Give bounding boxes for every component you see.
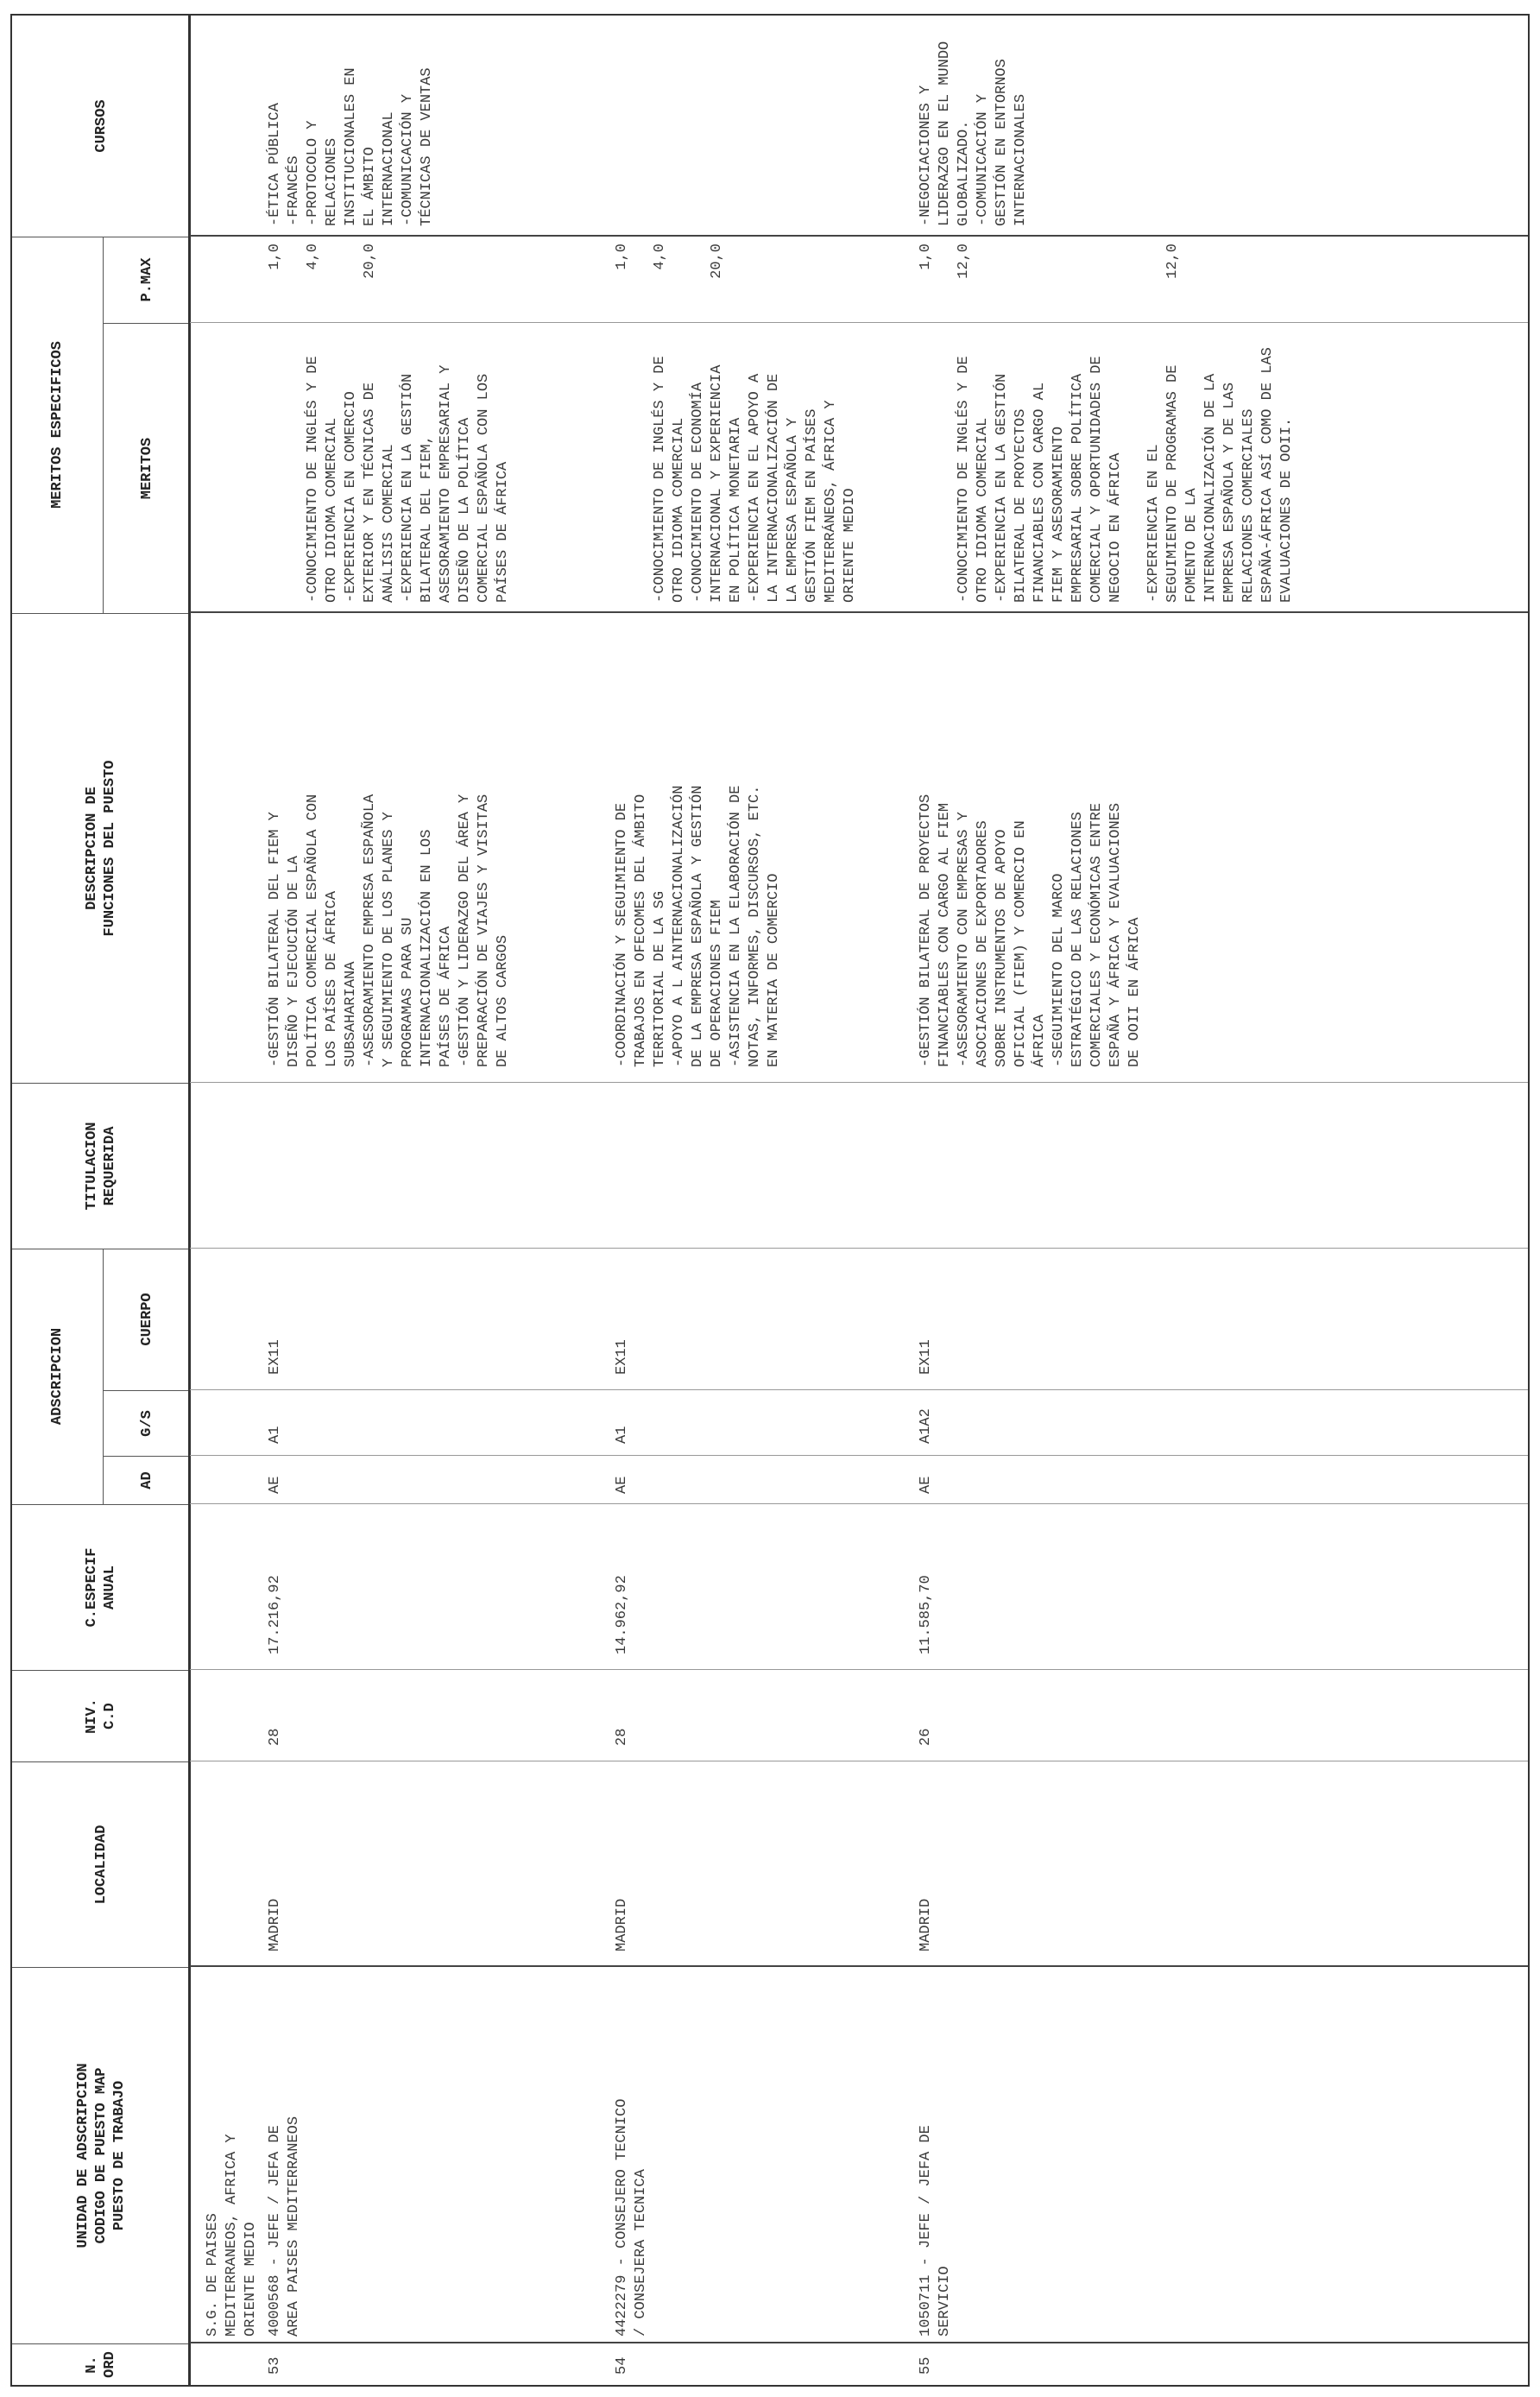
header-ad: AD — [104, 1456, 190, 1504]
row-gs: A1 — [614, 1426, 630, 1444]
merito-text: -CONOCIMIENTO DE INGLÉS Y DE OTRO IDIOMA COMERCIAL — [956, 356, 991, 603]
merito-text: -CONOCIMIENTO DE INGLÉS Y DE OTRO IDIOMA COMERCIAL — [652, 356, 687, 603]
merito-text: -CONOCIMIENTO DE ECONOMÍA INTERNACIONAL Y EXPERIENCIA EN POLÍTICA MONETARIA — [690, 364, 744, 603]
row-descripcion: -GESTIÓN BILATERAL DEL FIEM Y DISEÑO Y EJECUCIÓN DE LA POLÍTICA COMERCIAL ESPAÑOLA CON LOS PAÍSES DE ÁFRICA SUBSAHARIANA -ASESORAMIENTO EMPRESA ESPAÑOLA Y SEGUIMIENTO DE LOS PLANES Y PROGRAMAS PARA SU INTERNACIONALIZACIÓN EN LOS PAÍSES DE ÁFRICA -GESTIÓN Y LIDERAZGO DEL ÁREA Y PREPARACIÓN DE VIAJES Y VISITAS DE ALTOS CARGOS — [267, 794, 511, 1067]
row-puesto: 4000568 - JEFE / JEFA DE AREA PAISES MEDITERRANEOS — [267, 2116, 302, 2337]
header-cursos: CURSOS — [92, 99, 110, 153]
merito-text: -EXPERIENCIA EN LA GESTIÓN BILATERAL DEL FIEM, ASESORAMIENTO EMPRESARIAL Y DISEÑO DE LA POLÍTICA COMERCIAL ESPAÑOLA CON LOS PAÍSES DE ÁFRICA — [400, 364, 511, 603]
row-c-especif: 17.216,92 — [267, 1575, 283, 1654]
row-meritos — [917, 318, 1335, 603]
row-ad: AE — [614, 1476, 630, 1494]
col-divider — [190, 1455, 1528, 1456]
row-descripcion: -COORDINACIÓN Y SEGUIMIENTO DE TRABAJOS EN OFECOMES DEL ÁMBITO TERRITORIAL DE LA SG -APOYO A L AINTERNACIONALIZACIÓN DE LA EMPRESA ESPAÑOLA Y GESTIÓN DE OPERACIONES FIEM -ASISTENCIA EN LA ELABORACIÓN DE NOTAS, INFORMES, DISCURSOS, ETC. EN MATERIA DE COMERCIO — [614, 785, 782, 1067]
header-adscripcion-title: ADSCRIPCION — [12, 1249, 104, 1504]
row-ad: AE — [267, 1476, 283, 1494]
rotated-table — [10, 14, 1530, 2387]
row-descripcion: -GESTIÓN BILATERAL DE PROYECTOS FINANCIABLES CON CARGO AL FIEM -ASESORAMIENTO CON EMPRESAS Y ASOCIACIONES DE EXPORTADORES SOBRE INSTRUMENTOS DE APOYO OFICIAL (FIEM) Y COMERCIO EN ÁFRICA -SEGUIMIENTO DEL MARCO ESTRATÉGICO DE LAS RELACIONES COMERCIALES Y ECONÓMICAS ENTRE ESPAÑA Y ÁFRICA Y EVALUACIONES DE OOII EN ÁFRICA — [918, 794, 1143, 1067]
merito-text: -CONOCIMIENTO DE INGLÉS Y DE OTRO IDIOMA COMERCIAL — [305, 356, 340, 603]
row-number: 53 — [267, 2356, 283, 2375]
merito-text: -EXPERIENCIA EN COMERCIO EXTERIOR Y EN TÉCNICAS DE ANÁLISIS COMERCIAL — [343, 382, 397, 603]
header-meritos-title: MERITOS ESPECIFICOS — [12, 237, 104, 613]
col-divider — [190, 235, 1528, 237]
row-cuerpo: EX11 — [614, 1339, 630, 1375]
col-divider — [190, 1082, 1528, 1083]
row-niv: 28 — [614, 1728, 630, 1746]
header-gs: G/S — [104, 1390, 190, 1456]
row-cuerpo: EX11 — [267, 1339, 283, 1375]
row-pmax-3: 12,0 — [1164, 243, 1181, 279]
col-divider — [190, 1503, 1528, 1504]
unit-name: S.G. DE PAISES MEDITERRANEOS, AFRICA Y ORIENTE MEDIO — [205, 2134, 259, 2337]
row-c-especif: 11.585,70 — [918, 1575, 934, 1654]
row-niv: 26 — [918, 1728, 934, 1746]
col-divider — [190, 611, 1528, 613]
row-pmax-2: 12,0 — [956, 243, 972, 279]
row-pmax-1: 1,0 — [614, 243, 630, 270]
col-divider — [190, 2342, 1528, 2343]
row-pmax-1: 1,0 — [918, 243, 934, 270]
row-puesto: 1050711 - JEFE / JEFA DE SERVICIO — [918, 2125, 953, 2337]
header-c-especif: C.ESPECIF ANUAL — [12, 1504, 190, 1670]
header-descripcion: DESCRIPCION DE FUNCIONES DEL PUESTO — [12, 613, 190, 1083]
header-localidad: LOCALIDAD — [12, 1761, 190, 1967]
row-pmax-3: 20,0 — [709, 243, 725, 279]
row-niv: 28 — [267, 1728, 283, 1746]
header-meritos: MERITOS — [104, 323, 190, 613]
col-divider — [190, 1965, 1528, 1967]
header-niv: NIV. C.D — [12, 1670, 190, 1761]
row-number: 55 — [918, 2356, 934, 2375]
header-pmax: P.MAX — [138, 257, 155, 302]
row-pmax-3: 20,0 — [362, 243, 378, 279]
row-c-especif: 14.962,92 — [614, 1575, 630, 1654]
merito-text: -EXPERIENCIA EN EL SEGUIMIENTO DE PROGRAMAS DE FOMENTO DE LA INTERNACIONALIZACIÓN DE LA EMPRESA ESPAÑOLA Y DE LAS RELACIONES COMERCIALES ESPAÑA-ÁFRICA ASÍ COMO DE LAS EVALUACIONES DE OOII. — [1146, 347, 1295, 603]
row-pmax-2: 4,0 — [652, 243, 668, 270]
row-cuerpo: EX11 — [918, 1339, 934, 1375]
header-cuerpo: CUERPO — [138, 1293, 155, 1346]
row-localidad: MADRID — [267, 1898, 283, 1951]
col-divider — [190, 1669, 1528, 1670]
row-pmax-1: 1,0 — [267, 243, 283, 270]
row-gs: A1 — [267, 1426, 283, 1444]
row-meritos — [266, 318, 551, 603]
row-localidad: MADRID — [614, 1898, 630, 1951]
header-unidad: UNIDAD DE ADSCRIPCION CODIGO DE PUESTO MAP PUESTO DE TRABAJO — [12, 1967, 190, 2343]
header-adscripcion — [12, 1249, 190, 1504]
row-ad: AE — [918, 1476, 934, 1494]
row-pmax-2: 4,0 — [305, 243, 321, 270]
row-gs: A1A2 — [918, 1408, 934, 1444]
row-puesto: 4422279 - CONSEJERO TECNICO / CONSEJERA TECNICA — [614, 2098, 649, 2337]
col-divider — [190, 1248, 1528, 1249]
row-localidad: MADRID — [918, 1898, 934, 1951]
row-number: 54 — [614, 2356, 630, 2375]
merito-text: -EXPERIENCIA EN EL APOYO A LA INTERNACIONALIZACIÓN DE LA EMPRESA ESPAÑOLA Y GESTIÓN FIEM EN PAÍSES MEDITERRÁNEOS, ÁFRICA Y ORIENTE MEDIO — [747, 373, 858, 603]
header-titulacion: TITULACION REQUERIDA — [12, 1083, 190, 1249]
header-divider — [188, 16, 191, 2385]
row-meritos — [613, 318, 898, 603]
header-n-ord: N. ORD — [12, 2343, 190, 2385]
merito-text: -EXPERIENCIA EN LA GESTIÓN BILATERAL DE PROYECTOS FINANCIABLES CON CARGO AL FIEM Y ASESORAMIENTO EMPRESARIAL SOBRE POLÍTICA COMERCIAL Y OPORTUNIDADES DE NEGOCIO EN ÁFRICA — [994, 356, 1124, 603]
col-divider — [190, 1389, 1528, 1390]
row-cursos: -ÉTICA PÚBLICA -FRANCÉS -PROTOCOLO Y RELACIONES INSTITUCIONALES EN EL ÁMBITO INTERNACIONAL -COMUNICACIÓN Y TÉCNICAS DE VENTAS — [267, 67, 435, 226]
row-cursos: -NEGOCIACIONES Y LIDERAZGO EN EL MUNDO GLOBALIZADO. -COMUNICACIÓN Y GESTIÓN EN ENTORNOS INTERNACIONALES — [918, 41, 1029, 226]
header-meritos-especificos — [12, 237, 190, 613]
